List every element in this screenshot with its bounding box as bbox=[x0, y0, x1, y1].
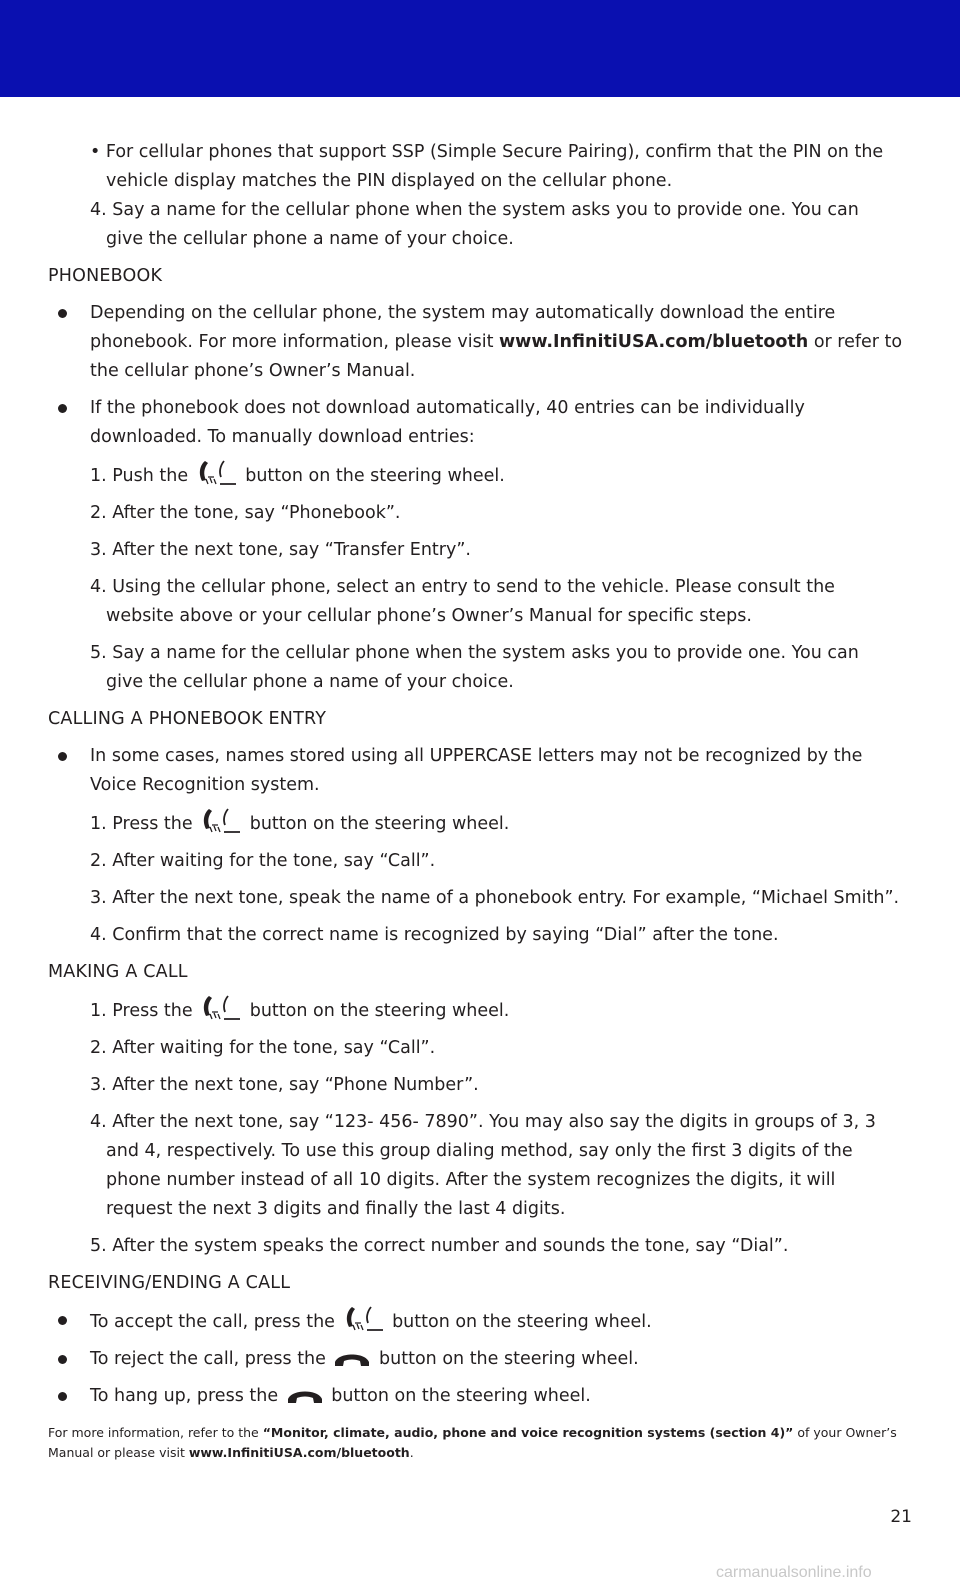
download-step-2: 2. After the tone, say “Phonebook”. bbox=[90, 503, 401, 523]
bullet-dot bbox=[58, 752, 67, 761]
header-bar bbox=[0, 0, 960, 97]
phonebook-bullet-1 bbox=[48, 299, 928, 328]
phone-hangup-icon bbox=[333, 1349, 371, 1369]
phonebook-bullet-1-line-3: the cellular phone’s Owner’s Manual. bbox=[90, 361, 416, 381]
making-step-4-cont: phone number instead of all 10 digits. After the system recognizes the digits, it will bbox=[106, 1170, 836, 1190]
text: To hang up, press the bbox=[90, 1386, 284, 1406]
phone-hangup-icon bbox=[286, 1386, 324, 1406]
section-heading-calling-phonebook-entry: CALLING A PHONEBOOK ENTRY bbox=[48, 709, 327, 729]
pairing-step-4-cont: give the cellular phone a name of your choice. bbox=[106, 229, 514, 249]
phone-talk-icon bbox=[200, 808, 242, 834]
text: To accept the call, press the bbox=[90, 1312, 341, 1332]
making-step-1 bbox=[48, 995, 928, 1026]
section-heading-phonebook: PHONEBOOK bbox=[48, 266, 163, 286]
calling-bullet-1 bbox=[48, 742, 928, 771]
text: button on the steering wheel. bbox=[325, 1386, 591, 1406]
bullet-dot bbox=[58, 309, 67, 318]
section-heading-making-a-call: MAKING A CALL bbox=[48, 962, 188, 982]
calling-step-2: 2. After waiting for the tone, say “Call”. bbox=[90, 851, 436, 871]
text: In some cases, names stored using all UPPERCASE letters may not be recognized by the bbox=[90, 746, 863, 766]
phonebook-bullet-2 bbox=[48, 394, 928, 423]
bullet-dot bbox=[58, 1355, 67, 1364]
text: If the phonebook does not download automatically, 40 entries can be individually bbox=[90, 398, 805, 418]
section-heading-receiving-ending-call: RECEIVING/ENDING A CALL bbox=[48, 1273, 291, 1293]
phone-talk-icon bbox=[196, 460, 238, 486]
text: phonebook. For more information, please visit bbox=[90, 332, 500, 352]
making-step-3: 3. After the next tone, say “Phone Number”. bbox=[90, 1075, 479, 1095]
text: button on the steering wheel. bbox=[244, 1001, 510, 1021]
receiving-bullet-accept bbox=[48, 1306, 928, 1337]
making-step-4-cont: and 4, respectively. To use this group dialing method, say only the first 3 digits of the bbox=[106, 1141, 853, 1161]
text: 1. Press the bbox=[90, 814, 199, 834]
receiving-bullet-reject bbox=[48, 1345, 928, 1374]
text: button on the steering wheel. bbox=[239, 466, 505, 486]
calling-step-3: 3. After the next tone, speak the name of a phonebook entry. For example, “Michael Smith”. bbox=[90, 888, 900, 908]
watermark: carmanualsonline.info bbox=[716, 1564, 872, 1581]
download-step-1 bbox=[48, 460, 928, 491]
text: of your Owner’s Manual or please visit bbox=[48, 1425, 897, 1460]
text: button on the steering wheel. bbox=[373, 1349, 639, 1369]
text: or refer to bbox=[808, 332, 903, 352]
download-step-5: 5. Say a name for the cellular phone when the system asks you to provide one. You can bbox=[90, 643, 859, 663]
bluetooth-link[interactable]: www.InfinitiUSA.com/bluetooth bbox=[499, 332, 809, 352]
phone-talk-icon bbox=[343, 1306, 385, 1332]
text: For more information, refer to the bbox=[48, 1425, 263, 1440]
manual-section-reference: “Monitor, climate, audio, phone and voice recognition systems (section 4)” bbox=[262, 1425, 794, 1440]
making-step-2: 2. After waiting for the tone, say “Call”. bbox=[90, 1038, 436, 1058]
calling-step-4: 4. Confirm that the correct name is recognized by saying “Dial” after the tone. bbox=[90, 925, 779, 945]
making-step-4-cont: request the next 3 digits and finally the last 4 digits. bbox=[106, 1199, 566, 1219]
bullet-dot bbox=[58, 1316, 67, 1325]
ssp-note: • For cellular phones that support SSP (Simple Secure Pairing), confirm that the PIN on the bbox=[90, 142, 884, 162]
download-step-4-cont: website above or your cellular phone’s Owner’s Manual for specific steps. bbox=[106, 606, 752, 626]
footer-note bbox=[48, 1423, 928, 1463]
bullet-dot bbox=[58, 404, 67, 413]
text: button on the steering wheel. bbox=[244, 814, 510, 834]
text: 1. Push the bbox=[90, 466, 194, 486]
phone-talk-icon bbox=[200, 995, 242, 1021]
download-step-5-cont: give the cellular phone a name of your choice. bbox=[106, 672, 514, 692]
page-number: 21 bbox=[890, 1507, 912, 1527]
text: To reject the call, press the bbox=[90, 1349, 332, 1369]
calling-step-1 bbox=[48, 808, 928, 839]
text: button on the steering wheel. bbox=[386, 1312, 652, 1332]
calling-bullet-1-line-2: Voice Recognition system. bbox=[90, 775, 320, 795]
text: . bbox=[409, 1445, 414, 1460]
bullet-dot bbox=[58, 1392, 67, 1401]
manual-page-content bbox=[48, 138, 928, 1463]
download-step-3: 3. After the next tone, say “Transfer Entry”. bbox=[90, 540, 471, 560]
download-step-4: 4. Using the cellular phone, select an entry to send to the vehicle. Please consult the bbox=[90, 577, 835, 597]
pairing-step-4: 4. Say a name for the cellular phone when the system asks you to provide one. You can bbox=[90, 200, 859, 220]
text: 1. Press the bbox=[90, 1001, 199, 1021]
phonebook-bullet-1-line-2 bbox=[48, 328, 928, 357]
receiving-bullet-hangup bbox=[48, 1382, 928, 1411]
bluetooth-link[interactable]: www.InfinitiUSA.com/bluetooth bbox=[188, 1445, 410, 1460]
ssp-note-cont: vehicle display matches the PIN displayed on the cellular phone. bbox=[106, 171, 673, 191]
making-step-4: 4. After the next tone, say “123- 456- 7890”. You may also say the digits in groups of 3, 3 bbox=[90, 1112, 876, 1132]
text: Depending on the cellular phone, the system may automatically download the entire bbox=[90, 303, 836, 323]
phonebook-bullet-2-line-2: downloaded. To manually download entries: bbox=[90, 427, 475, 447]
making-step-5: 5. After the system speaks the correct number and sounds the tone, say “Dial”. bbox=[90, 1236, 789, 1256]
